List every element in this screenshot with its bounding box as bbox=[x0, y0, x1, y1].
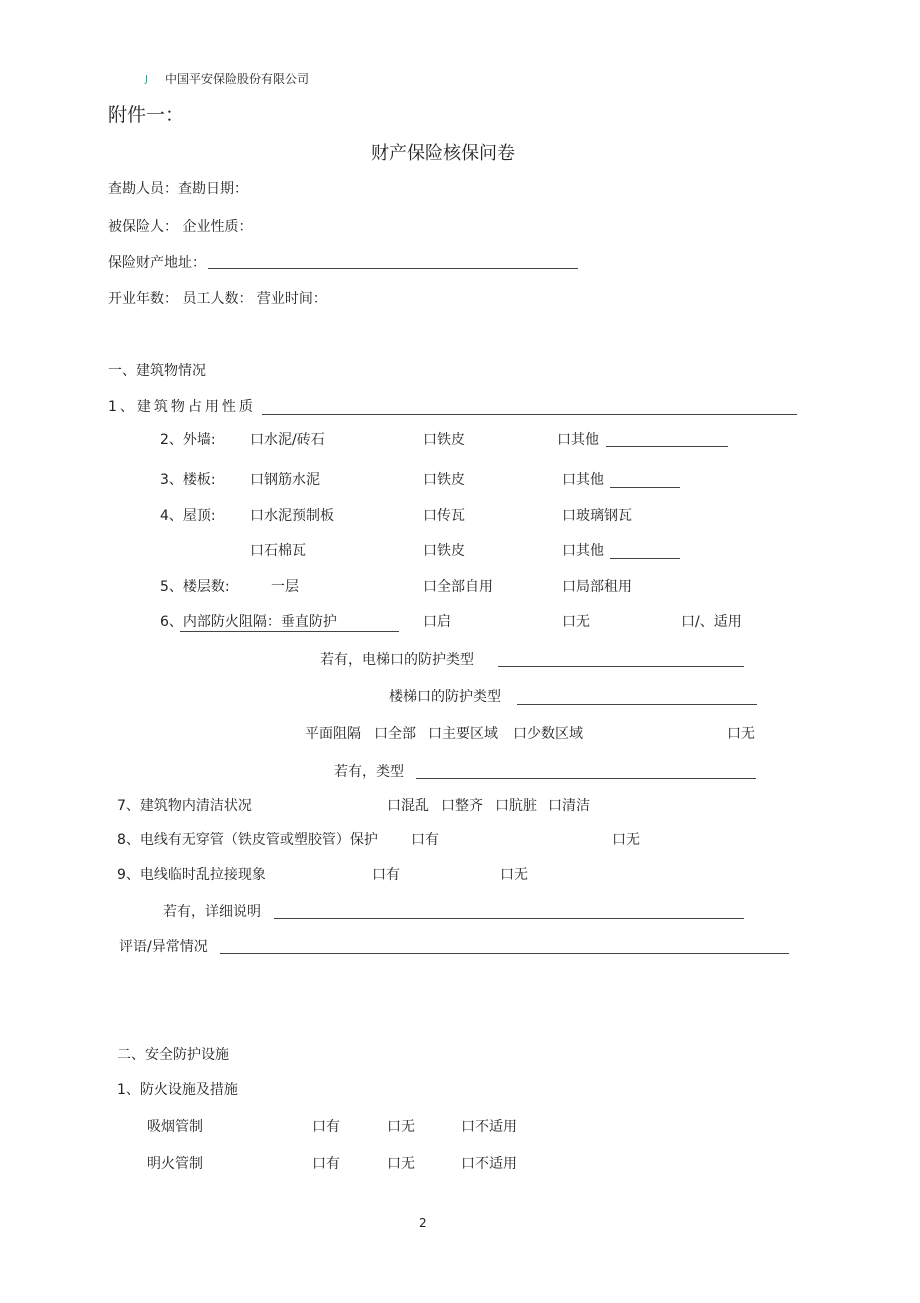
elevator-blank[interactable] bbox=[498, 666, 744, 667]
q2-label: 2、外墙: bbox=[160, 432, 216, 448]
business-line: 开业年数： 员工人数： 营业时间： bbox=[108, 291, 327, 307]
openfire-option-yes[interactable]: 口有 bbox=[312, 1156, 340, 1172]
q4-option-tile[interactable]: 口传瓦 bbox=[423, 508, 465, 524]
openfire-label: 明火管制 bbox=[147, 1156, 203, 1172]
q6-underline bbox=[180, 631, 399, 632]
page-title: 财产保险核保问卷 bbox=[371, 143, 515, 164]
q2-option-iron[interactable]: 口铁皮 bbox=[423, 432, 465, 448]
q5-label: 5、楼层数: bbox=[160, 579, 230, 595]
q5-single-floor: 一层 bbox=[271, 579, 299, 595]
q5-option-partial-rent[interactable]: 口局部租用 bbox=[562, 579, 632, 595]
q7-option-dirty[interactable]: 口肮脏 bbox=[495, 798, 537, 814]
q3-option-iron[interactable]: 口铁皮 bbox=[423, 472, 465, 488]
q2-option-other[interactable]: 口其他 bbox=[557, 432, 599, 448]
plane-option-none[interactable]: 口无 bbox=[727, 726, 755, 742]
q8-option-yes[interactable]: 口有 bbox=[411, 832, 439, 848]
insured-line: 被保险人： 企业性质： bbox=[108, 219, 253, 235]
smoking-option-na[interactable]: 口不适用 bbox=[461, 1119, 517, 1135]
q4-option-precast[interactable]: 口水泥预制板 bbox=[250, 508, 334, 524]
smoking-label: 吸烟管制 bbox=[147, 1119, 203, 1135]
smoking-option-no[interactable]: 口无 bbox=[387, 1119, 415, 1135]
openfire-option-no[interactable]: 口无 bbox=[387, 1156, 415, 1172]
q9-option-no[interactable]: 口无 bbox=[500, 867, 528, 883]
address-label: 保险财产地址： bbox=[108, 255, 206, 271]
q1-blank[interactable] bbox=[262, 414, 797, 415]
plane-option-minor[interactable]: 口少数区域 bbox=[513, 726, 583, 742]
page-number: 2 bbox=[419, 1216, 427, 1230]
q7-option-clean[interactable]: 口清洁 bbox=[548, 798, 590, 814]
detail-blank[interactable] bbox=[274, 918, 744, 919]
q4-other-blank[interactable] bbox=[610, 558, 680, 559]
inspector-line: 查勘人员：查勘日期： bbox=[108, 181, 248, 197]
q4-option-other[interactable]: 口其他 bbox=[562, 543, 604, 559]
q3-option-rebar[interactable]: 口钢筋水泥 bbox=[250, 472, 320, 488]
plane-label: 平面阻隔 bbox=[305, 726, 361, 742]
q7-label: 7、建筑物内清洁状况 bbox=[117, 798, 252, 814]
q8-label: 8、电线有无穿管（铁皮管或塑胶管）保护 bbox=[117, 832, 378, 848]
q1-label: 1、建筑物占用性质 bbox=[108, 399, 256, 415]
section2-sub1: 1、防火设施及措施 bbox=[117, 1082, 238, 1098]
type-label: 若有，类型 bbox=[334, 764, 404, 780]
smoking-option-yes[interactable]: 口有 bbox=[312, 1119, 340, 1135]
remark-label: 评语/异常情况 bbox=[119, 939, 208, 955]
q9-option-yes[interactable]: 口有 bbox=[372, 867, 400, 883]
q6-option-yes[interactable]: 口启 bbox=[423, 614, 451, 630]
q2-option-cement[interactable]: 口水泥/砖石 bbox=[250, 432, 325, 448]
company-name: 中国平安保险股份有限公司 bbox=[165, 72, 310, 86]
q3-other-blank[interactable] bbox=[610, 487, 680, 488]
remark-blank[interactable] bbox=[220, 953, 789, 954]
detail-label: 若有，详细说明 bbox=[163, 904, 261, 920]
attachment-label: 附件一： bbox=[108, 104, 185, 126]
section1-heading: 一、建筑物情况 bbox=[108, 363, 206, 379]
q7-option-messy[interactable]: 口混乱 bbox=[387, 798, 429, 814]
q4-label: 4、屋顶: bbox=[160, 508, 216, 524]
q2-other-blank[interactable] bbox=[606, 446, 728, 447]
header-mark: J bbox=[145, 74, 148, 85]
q4-option-iron[interactable]: 口铁皮 bbox=[423, 543, 465, 559]
type-blank[interactable] bbox=[416, 778, 756, 779]
q6-label: 6、内部防火阻隔：垂直防护 bbox=[160, 614, 337, 630]
q8-option-no[interactable]: 口无 bbox=[612, 832, 640, 848]
elevator-label: 若有，电梯口的防护类型 bbox=[320, 652, 474, 668]
q3-label: 3、楼板: bbox=[160, 472, 216, 488]
section2-heading: 二、安全防护设施 bbox=[117, 1047, 229, 1063]
q6-option-na[interactable]: 口/、适用 bbox=[681, 614, 742, 630]
q3-option-other[interactable]: 口其他 bbox=[562, 472, 604, 488]
plane-option-all[interactable]: 口全部 bbox=[374, 726, 416, 742]
q4-option-fiberglass[interactable]: 口玻璃钢瓦 bbox=[562, 508, 632, 524]
stairs-label: 楼梯口的防护类型 bbox=[389, 689, 501, 705]
openfire-option-na[interactable]: 口不适用 bbox=[461, 1156, 517, 1172]
stairs-blank[interactable] bbox=[517, 704, 757, 705]
plane-option-major[interactable]: 口主要区域 bbox=[428, 726, 498, 742]
q4-option-asbestos[interactable]: 口石棉瓦 bbox=[250, 543, 306, 559]
q6-option-no[interactable]: 口无 bbox=[562, 614, 590, 630]
q7-option-tidy[interactable]: 口整齐 bbox=[441, 798, 483, 814]
q9-label: 9、电线临时乱拉接现象 bbox=[117, 867, 266, 883]
q5-option-self-use[interactable]: 口全部自用 bbox=[423, 579, 493, 595]
address-blank[interactable] bbox=[208, 268, 578, 269]
